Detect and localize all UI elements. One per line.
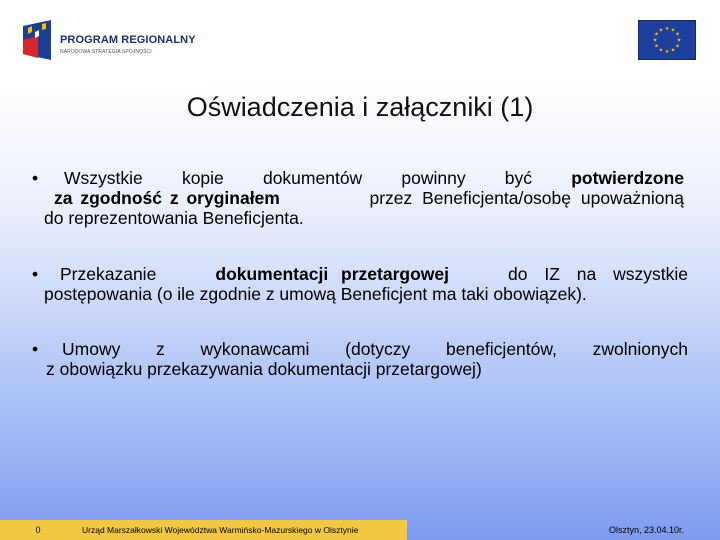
footer-date: Olsztyn, 23.04.10r.: [608, 525, 684, 535]
eu-flag-icon: [638, 20, 696, 60]
svg-text:★: ★: [654, 31, 659, 38]
bullet-dot: •: [32, 168, 39, 188]
bullet-2-line-2: postępowania (o ile zgodnie z umową Beneficjent ma taki obowiązek).: [44, 284, 587, 304]
svg-text:★: ★: [670, 47, 676, 54]
bullet-1-line-2: za zgodność z oryginałem przez Beneficjenta/osobę upoważnioną: [54, 188, 684, 208]
svg-text:★: ★: [664, 26, 670, 32]
svg-text:★: ★: [658, 27, 664, 34]
slide-title: Oświadczenia i załączniki (1): [186, 92, 534, 122]
logo-subtitle: NARODOWA STRATEGIA SPÓJNOŚCI: [60, 49, 152, 55]
bullet-3-line-2: z obowiązku przekazywania dokumentacji przetargowej): [46, 359, 482, 379]
svg-text:★: ★: [658, 47, 664, 54]
bullet-1: [32, 168, 684, 228]
logo-emblem-icon: [20, 18, 54, 62]
bullet-dot: •: [32, 339, 39, 359]
page-number: 0: [0, 520, 76, 540]
program-regionalny-logo: [0, 0, 210, 86]
svg-text:★: ★: [676, 37, 682, 44]
svg-text:★: ★: [675, 43, 680, 50]
footer-organization: Urząd Marszałkowski Województwa Warmińsko-Mazurskiego w Olsztynie: [76, 520, 407, 540]
svg-text:★: ★: [670, 27, 676, 34]
svg-text:★: ★: [675, 31, 680, 38]
bullet-2: [32, 264, 688, 304]
bullet-1-line-3: do reprezentowania Beneficjenta.: [44, 208, 304, 228]
bullet-3-line-1: Umowy z wykonawcami (dotyczy beneficjentów, zwolnionych: [62, 339, 688, 359]
svg-text:★: ★: [652, 37, 658, 44]
svg-text:★: ★: [654, 43, 659, 50]
slide-footer: [0, 520, 720, 540]
bullet-2-line-1: Przekazanie dokumentacji przetargowej do IZ na wszystkie: [60, 264, 688, 284]
logo-title: PROGRAM REGIONALNY: [60, 34, 196, 46]
svg-text:★: ★: [664, 49, 670, 55]
bullet-3: [32, 339, 688, 379]
bullet-dot: •: [32, 264, 39, 284]
bullet-1-line-1: Wszystkie kopie dokumentów powinny być potwierdzone: [64, 168, 684, 188]
